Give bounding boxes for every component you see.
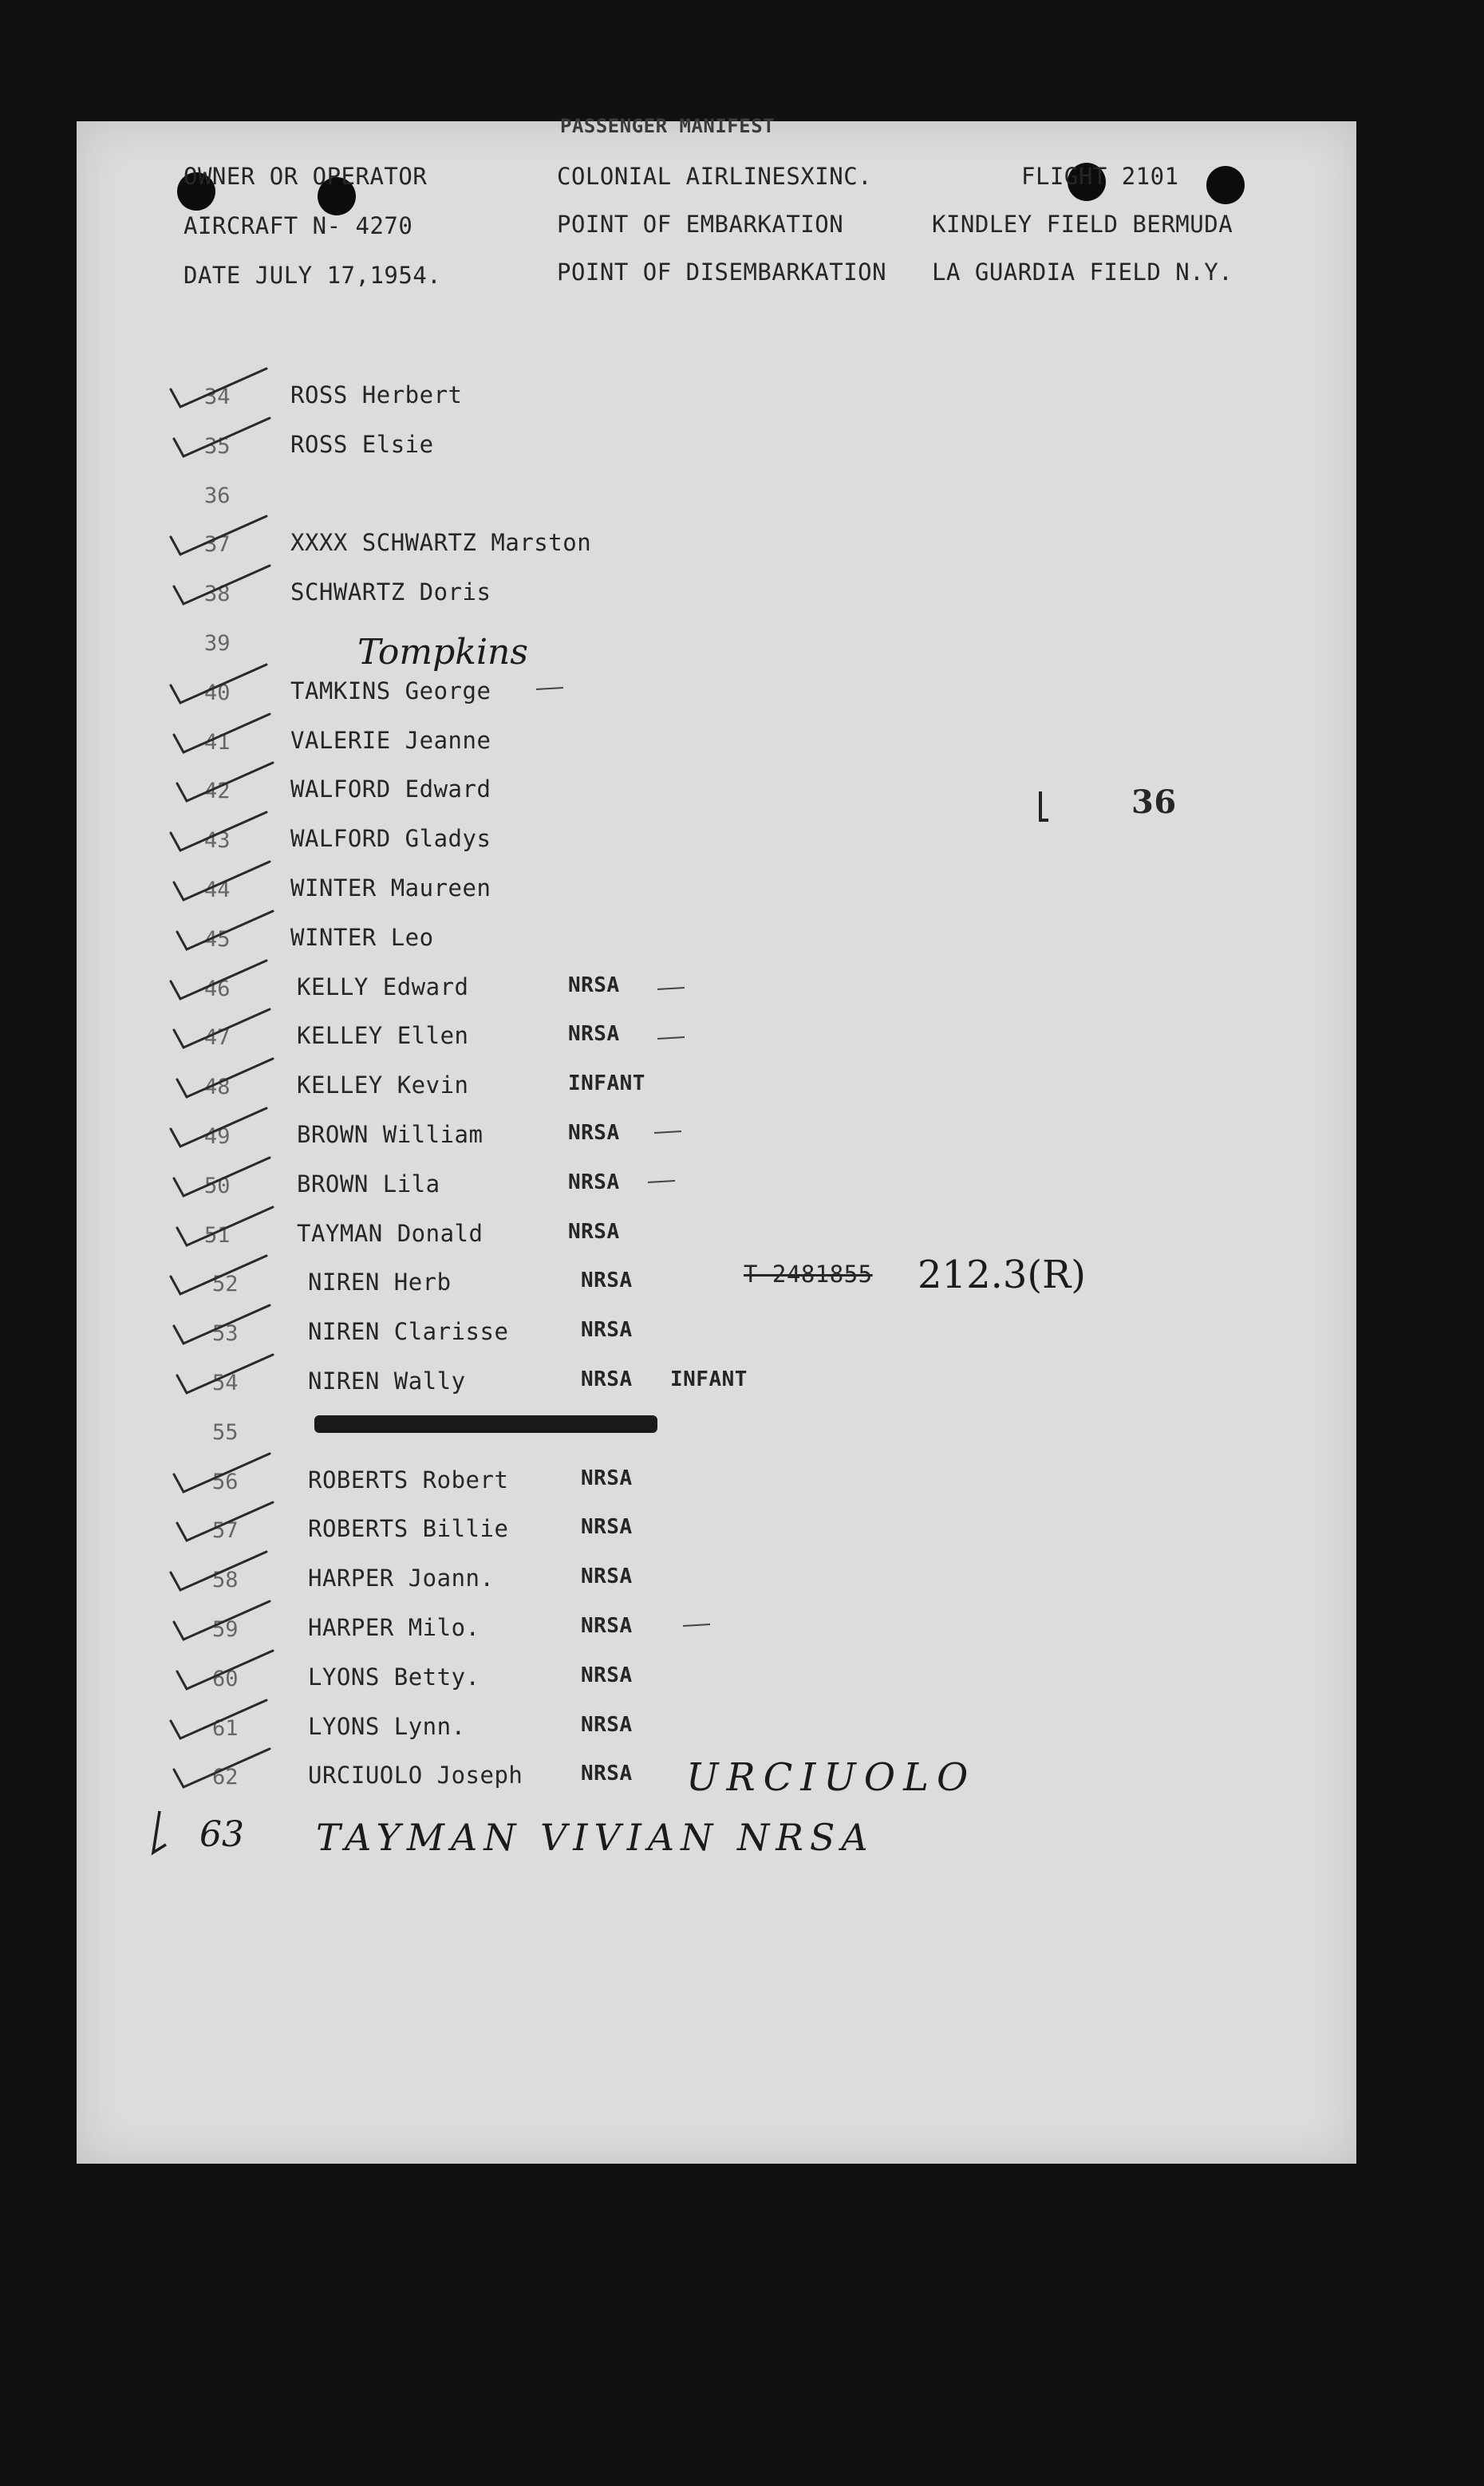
passenger-status: NRSA bbox=[568, 1022, 620, 1046]
checkmark-icon bbox=[177, 763, 273, 801]
checkmark-icon bbox=[171, 1700, 266, 1738]
passenger-number: 58 bbox=[212, 1568, 239, 1592]
checkmark-icon bbox=[174, 1454, 270, 1492]
checkmark-icon bbox=[174, 418, 270, 456]
passenger-number: 62 bbox=[212, 1765, 239, 1790]
passenger-number: 38 bbox=[204, 582, 231, 606]
passenger-name: NIREN Herb bbox=[308, 1269, 452, 1296]
passenger-number: 54 bbox=[212, 1371, 239, 1395]
passenger-status: NRSA bbox=[581, 1565, 633, 1588]
dash-mark bbox=[648, 1181, 675, 1182]
passenger-number: 37 bbox=[204, 532, 231, 557]
owner-label: OWNER OR OPERATOR bbox=[184, 163, 428, 190]
passenger-name: KELLY Edward bbox=[297, 973, 469, 1000]
disembarkation-label: POINT OF DISEMBARKATION bbox=[557, 258, 887, 286]
passenger-number: 43 bbox=[204, 828, 231, 853]
dash-mark bbox=[657, 1037, 685, 1039]
passenger-number: 35 bbox=[204, 434, 231, 459]
passenger-number: 41 bbox=[204, 730, 231, 755]
checkmark-icon bbox=[171, 961, 266, 999]
passenger-name: NIREN Clarisse bbox=[308, 1318, 509, 1345]
passenger-number: 39 bbox=[204, 631, 231, 656]
struck-reference-number: T-2481855 bbox=[744, 1261, 873, 1288]
passenger-number: 46 bbox=[204, 977, 231, 1001]
flight-date: DATE JULY 17,1954. bbox=[184, 262, 442, 289]
passenger-number: 55 bbox=[212, 1420, 239, 1445]
passenger-number: 47 bbox=[204, 1025, 231, 1050]
checkmark-icon bbox=[174, 862, 270, 900]
checkmark-icon bbox=[174, 566, 270, 604]
checkmark-icon bbox=[171, 1108, 266, 1146]
passenger-status: NRSA bbox=[581, 1614, 633, 1638]
passenger-status: NRSA bbox=[581, 1515, 633, 1539]
manifest-top-title: PASSENGER MANIFEST bbox=[560, 115, 776, 137]
passenger-name: BROWN William bbox=[297, 1121, 483, 1148]
passenger-number: 57 bbox=[212, 1518, 239, 1543]
checkmark-icon bbox=[174, 1009, 270, 1048]
passenger-name: XXXX SCHWARTZ Marston bbox=[290, 529, 592, 556]
passenger-number: 40 bbox=[204, 681, 231, 705]
passenger-number: 59 bbox=[212, 1617, 239, 1642]
passenger-number: 51 bbox=[204, 1223, 231, 1248]
handwritten-urciuolo: URCIUOLO bbox=[686, 1755, 977, 1800]
handwritten-tompkins: Tompkins bbox=[357, 632, 528, 673]
passenger-number: 44 bbox=[204, 878, 231, 902]
manifest-paper bbox=[77, 115, 1356, 2164]
passenger-name: URCIUOLO Joseph bbox=[308, 1762, 523, 1789]
handwritten-code: 212.3(R) bbox=[918, 1253, 1087, 1297]
passenger-number: 45 bbox=[204, 927, 231, 952]
passenger-number: 60 bbox=[212, 1667, 239, 1691]
page-number: 36 bbox=[1131, 783, 1177, 821]
passenger-name: LYONS Betty. bbox=[308, 1663, 480, 1691]
passenger-number: 50 bbox=[204, 1174, 231, 1198]
passenger-number: 61 bbox=[212, 1716, 239, 1741]
airline-name: COLONIAL AIRLINESXINC. bbox=[557, 163, 873, 190]
passenger-name: VALERIE Jeanne bbox=[290, 727, 491, 754]
checkmark-icon bbox=[177, 1651, 273, 1689]
passenger-name: ROBERTS Robert bbox=[308, 1466, 509, 1494]
dash-mark bbox=[536, 688, 563, 689]
checkmark-icon bbox=[177, 1502, 273, 1541]
passenger-name: TAYMAN Donald bbox=[297, 1220, 483, 1247]
checkmark-icon bbox=[177, 1207, 273, 1245]
checkmark-layer bbox=[77, 121, 1356, 2164]
passenger-name: KELLEY Ellen bbox=[297, 1022, 469, 1049]
checkmark-icon bbox=[174, 1158, 270, 1196]
passenger-name: WINTER Maureen bbox=[290, 874, 491, 902]
passenger-status: NRSA bbox=[568, 1170, 620, 1194]
checkmark-icon bbox=[177, 911, 273, 949]
handwritten-entry-number: 63 bbox=[199, 1814, 244, 1855]
passenger-extra-status: INFANT bbox=[670, 1367, 748, 1391]
passenger-status: NRSA bbox=[581, 1713, 633, 1737]
passenger-number: 48 bbox=[204, 1075, 231, 1099]
passenger-name: WALFORD Edward bbox=[290, 775, 491, 803]
disembarkation-value: LA GUARDIA FIELD N.Y. bbox=[932, 258, 1233, 286]
passenger-name: HARPER Joann. bbox=[308, 1565, 495, 1592]
embarkation-label: POINT OF EMBARKATION bbox=[557, 211, 844, 238]
handwritten-last-entry: TAYMAN VIVIAN NRSA bbox=[316, 1816, 874, 1859]
checkmark-icon bbox=[174, 1305, 270, 1344]
checkmark-icon bbox=[153, 1811, 166, 1853]
passenger-name: ROSS Elsie bbox=[290, 431, 434, 458]
passenger-number: 52 bbox=[212, 1272, 239, 1296]
checkmark-icon bbox=[177, 1059, 273, 1097]
passenger-status: NRSA bbox=[568, 1220, 620, 1244]
passenger-status: NRSA bbox=[581, 1269, 633, 1292]
checkmark-icon bbox=[174, 714, 270, 752]
passenger-number: 49 bbox=[204, 1124, 231, 1149]
passenger-name: LYONS Lynn. bbox=[308, 1713, 466, 1740]
passenger-status: NRSA bbox=[581, 1663, 633, 1687]
passenger-name: ROBERTS Billie bbox=[308, 1515, 509, 1542]
dash-mark bbox=[683, 1624, 710, 1626]
checkmark-icon bbox=[171, 665, 266, 703]
checkmark-icon bbox=[171, 369, 266, 407]
passenger-name: WINTER Leo bbox=[290, 924, 434, 951]
passenger-name: SCHWARTZ Doris bbox=[290, 578, 491, 606]
passenger-number: 56 bbox=[212, 1470, 239, 1494]
passenger-name: KELLEY Kevin bbox=[297, 1071, 469, 1099]
passenger-name: HARPER Milo. bbox=[308, 1614, 480, 1641]
passenger-number: 53 bbox=[212, 1321, 239, 1346]
passenger-status: NRSA bbox=[581, 1762, 633, 1786]
passenger-status: NRSA bbox=[581, 1318, 633, 1342]
passenger-number: 34 bbox=[204, 385, 231, 409]
checkmark-icon bbox=[174, 1749, 270, 1787]
passenger-name: NIREN Wally bbox=[308, 1367, 466, 1395]
checkmark-icon bbox=[171, 812, 266, 850]
checkmark-icon bbox=[171, 1256, 266, 1294]
dash-mark bbox=[654, 1131, 681, 1133]
passenger-status: NRSA bbox=[581, 1466, 633, 1490]
checkmark-icon bbox=[177, 1355, 273, 1393]
passenger-name: TAMKINS George bbox=[290, 677, 491, 704]
passenger-status: NRSA bbox=[568, 1121, 620, 1145]
passenger-status: INFANT bbox=[568, 1071, 645, 1095]
passenger-number: 36 bbox=[204, 483, 231, 508]
dash-mark bbox=[657, 988, 685, 989]
passenger-number: 42 bbox=[204, 779, 231, 803]
passenger-name: BROWN Lila bbox=[297, 1170, 440, 1198]
passenger-status: NRSA bbox=[581, 1367, 633, 1391]
aircraft-number: AIRCRAFT N- 4270 bbox=[184, 212, 413, 239]
checkmark-icon bbox=[171, 516, 266, 554]
passenger-name: ROSS Herbert bbox=[290, 381, 463, 408]
passenger-status: NRSA bbox=[568, 973, 620, 997]
embarkation-value: KINDLEY FIELD BERMUDA bbox=[932, 211, 1233, 238]
passenger-name: WALFORD Gladys bbox=[290, 825, 491, 852]
flight-number: FLIGHT 2101 bbox=[1021, 163, 1179, 190]
checkmark-icon bbox=[171, 1552, 266, 1590]
checkmark-icon bbox=[174, 1601, 270, 1640]
